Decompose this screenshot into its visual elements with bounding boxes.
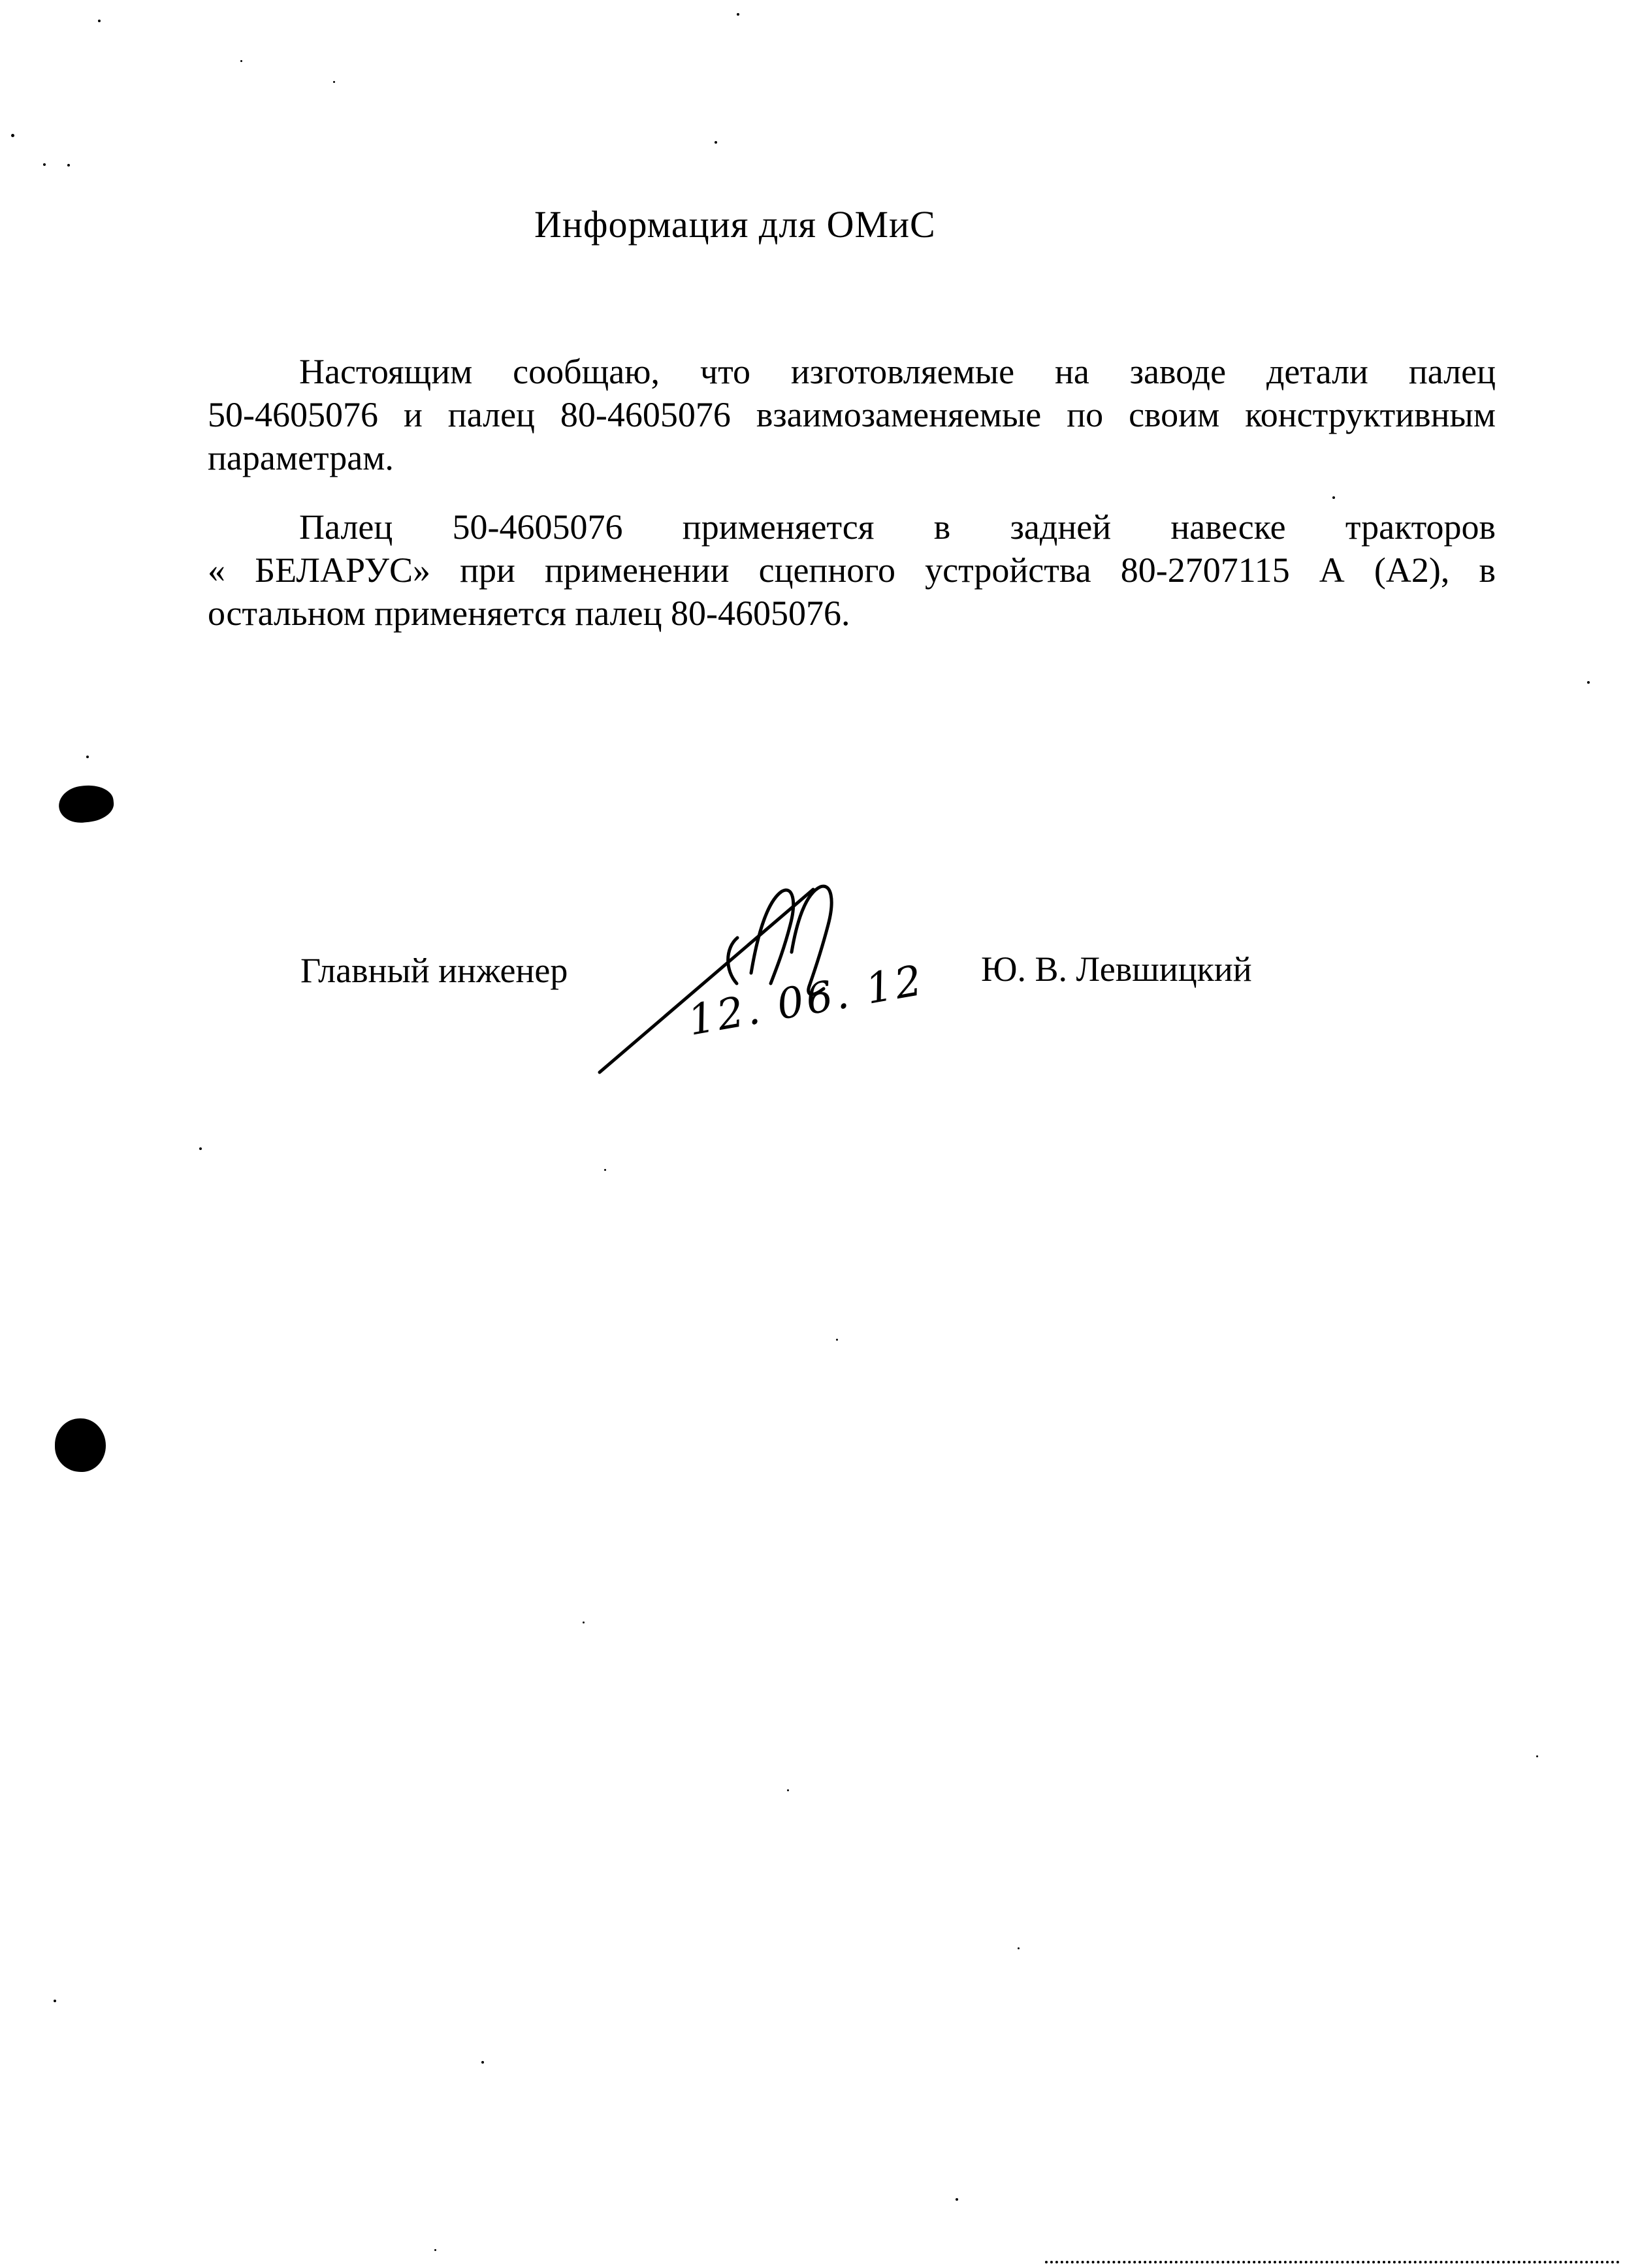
scan-speck [67,164,70,167]
scan-speck [715,141,717,144]
scan-artifact-bottom-edge [1045,2261,1620,2263]
paragraph-1-line-2: 50-4605076 и палец 80-4605076 взаимозаменяемые по своим конструктивным [208,395,1496,434]
signature-role-label: Главный инженер [300,951,568,990]
signature-stroke-hook [728,938,737,983]
signature-stroke-loop-1 [751,890,794,983]
scan-speck [86,756,89,758]
scan-speck [956,2198,958,2201]
scan-speck [240,60,242,62]
scan-speck [836,1339,838,1341]
scan-speck [604,1169,606,1171]
scan-speck [583,1621,585,1623]
scan-speck [1018,1947,1020,1949]
paragraph-1-line-1: Настоящим сообщаю, что изготовляемые на заводе детали палец [299,352,1496,391]
paragraph-2-line-1: Палец 50-4605076 применяется в задней навеске тракторов [299,507,1496,547]
scan-speck [43,163,46,166]
paragraph-2 [208,505,1496,635]
scan-speck [481,2061,484,2064]
handwritten-date: 12. 06. 12 [684,956,928,1046]
document-title: Информация для ОМиС [534,203,936,246]
paragraph-2-line-2: « БЕЛАРУС» при применении сцепного устройства 80-2707115 А (А2), в [208,551,1496,590]
signature-name: Ю. В. Левшицкий [981,950,1252,989]
scan-speck [54,2000,56,2002]
ink-blot-bottom [55,1418,106,1472]
paragraph-2-line-3: остальном применяется палец 80-4605076. [208,594,850,633]
scan-speck [1536,1755,1538,1757]
handwritten-signature [542,855,960,1104]
scan-speck [98,20,101,22]
paragraph-1 [208,350,1496,479]
scan-speck [1587,681,1590,684]
scan-speck [1332,496,1335,499]
scan-speck [737,13,739,16]
paragraph-1-line-3: параметрам. [208,438,394,477]
scan-speck [787,1789,789,1791]
scan-speck [199,1147,202,1150]
scan-speck [434,2249,436,2251]
scan-speck [11,134,14,137]
scan-speck [333,81,335,83]
ink-blot-top [57,783,115,825]
